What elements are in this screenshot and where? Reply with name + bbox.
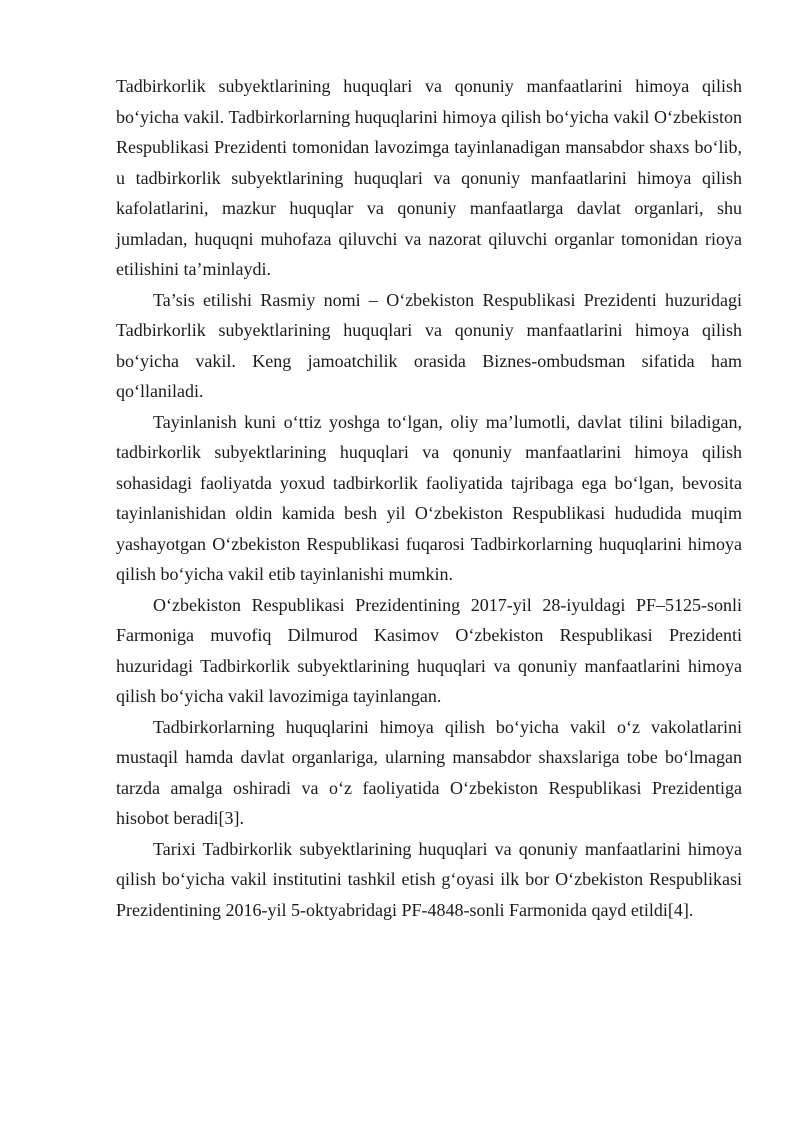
document-body xyxy=(116,71,742,925)
paragraph-establishment: Ta’sis etilishi Rasmiy nomi – O‘zbekiston Respublikasi Prezidenti huzuridagi Tadbirkorlik subyektlarining huquqlari va qonuniy manfaatlarini himoya qilish bo‘yicha vakil. Keng jamoatchilik orasida Biznes-ombudsman sifatida ham qo‘llaniladi. xyxy=(116,289,742,401)
paragraph-independence: Tadbirkorlarning huquqlarini himoya qilish bo‘yicha vakil o‘z vakolatlarini mustaqil hamda davlat organlariga, ularning mansabdor shaxslariga tobe bo‘lmagan tarzda amalga oshiradi va o‘z faoliyatida O‘zbekiston Respublikasi Prezidentiga hisobot beradi[3]. xyxy=(116,716,742,828)
paragraph-definition: Tadbirkorlik subyektlarining huquqlari va qonuniy manfaatlarini himoya qilish bo‘yicha vakil. Tadbirkorlarning huquqlarini himoya qilish bo‘yicha vakil O‘zbekiston Respublikasi Prezidenti tomonidan lavozimga tayinlanadigan mansabdor shaxs bo‘lib, u tadbirkorlik subyektlarining huquqlari va qonuniy manfaatlarini himoya qilish kafolatlarini, mazkur huquqlar va qonuniy manfaatlarga davlat organlari, shu jumladan, huquqni muhofaza qiluvchi va nazorat qiluvchi organlar tomonidan rioya etilishini ta’minlaydi. xyxy=(116,76,742,279)
paragraph-appointment-criteria: Tayinlanish kuni o‘ttiz yoshga to‘lgan, oliy ma’lumotli, davlat tilini biladigan, tadbirkorlik subyektlarining huquqlari va qonuniy manfaatlarini himoya qilish sohasidagi faoliyatda yoxud tadbirkorlik faoliyatida tajribaga ega bo‘lgan, bevosita tayinlanishidan oldin kamida besh yil O‘zbekiston Respublikasi hududida muqim yashayotgan O‘zbekiston Respublikasi fuqarosi Tadbirkorlarning huquqlarini himoya qilish bo‘yicha vakil etib tayinlanishi mumkin. xyxy=(116,411,742,584)
paragraph-history: Tarixi Tadbirkorlik subyektlarining huquqlari va qonuniy manfaatlarini himoya qilish bo‘yicha vakil institutini tashkil etish g‘oyasi ilk bor O‘zbekiston Respublikasi Prezidentining 2016-yil 5-oktyabridagi PF-4848-sonli Farmonida qayd etildi[4]. xyxy=(116,838,742,920)
paragraph-decree-appointment: O‘zbekiston Respublikasi Prezidentining 2017-yil 28-iyuldagi PF–5125-sonli Farmoniga muvofiq Dilmurod Kasimov O‘zbekiston Respublikasi Prezidenti huzuridagi Tadbirkorlik subyektlarining huquqlari va qonuniy manfaatlarini himoya qilish bo‘yicha vakil lavozimiga tayinlangan. xyxy=(116,594,742,706)
